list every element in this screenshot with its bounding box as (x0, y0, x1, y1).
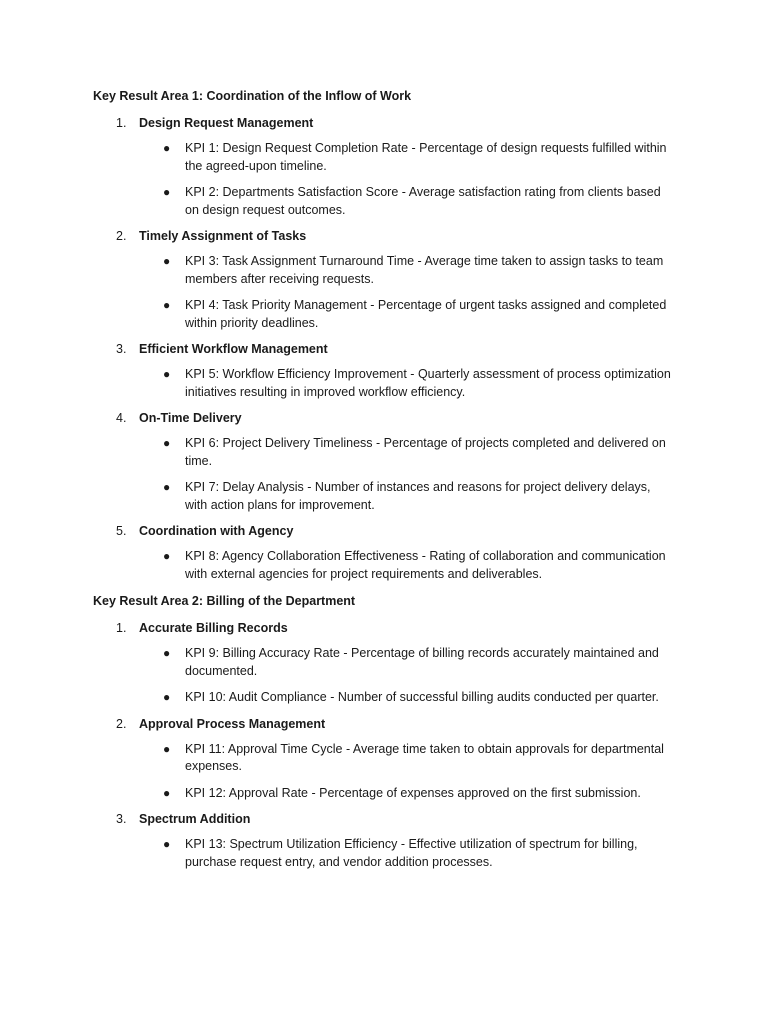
section-title: Design Request Management (139, 116, 314, 130)
kpi-text: KPI 1: Design Request Completion Rate - Percentage of design requests fulfilled within the agreed-upon timeline. (185, 141, 667, 173)
section-number: 2. (116, 229, 127, 243)
kpi-item (163, 184, 675, 219)
section-accurate-billing-records (0, 619, 768, 707)
kpi-text: KPI 9: Billing Accuracy Rate - Percentage of billing records accurately maintained and documented. (185, 646, 659, 678)
kpi-item (163, 297, 675, 332)
section-timely-assignment-of-tasks (0, 227, 768, 332)
kpi-text: KPI 7: Delay Analysis - Number of instances and reasons for project delivery delays, with action plans for improvement. (185, 480, 651, 512)
section-list (0, 114, 768, 583)
kpi-list (0, 140, 768, 219)
section-heading (116, 619, 768, 637)
section-heading (116, 340, 768, 358)
kpi-item (163, 741, 675, 776)
kpi-list (0, 548, 768, 583)
bullet-icon: ● (163, 785, 171, 800)
kpi-text: KPI 4: Task Priority Management - Percentage of urgent tasks assigned and completed within priority deadlines. (185, 298, 667, 330)
kpi-list (0, 741, 768, 803)
section-heading (116, 522, 768, 540)
section-number: 5. (116, 524, 127, 538)
section-title: Coordination with Agency (139, 524, 294, 538)
bullet-icon: ● (163, 480, 171, 494)
bullet-icon: ● (163, 646, 171, 660)
bullet-icon: ● (163, 837, 171, 851)
kpi-text: KPI 11: Approval Time Cycle - Average time taken to obtain approvals for departmental expenses. (185, 741, 664, 773)
kpi-item (163, 479, 675, 514)
bullet-icon: ● (163, 741, 171, 756)
section-on-time-delivery (0, 409, 768, 514)
key-result-area-1 (0, 87, 768, 583)
kpi-text: KPI 10: Audit Compliance - Number of successful billing audits conducted per quarter. (185, 690, 659, 704)
kpi-list (0, 435, 768, 514)
kpi-text: KPI 3: Task Assignment Turnaround Time - Average time taken to assign tasks to team members after receiving requests. (185, 254, 664, 286)
section-efficient-workflow-management (0, 340, 768, 401)
bullet-icon: ● (163, 254, 171, 268)
bullet-icon: ● (163, 298, 171, 312)
kpi-list (0, 645, 768, 707)
section-number: 2. (116, 716, 127, 731)
section-number: 1. (116, 116, 127, 130)
section-coordination-with-agency (0, 522, 768, 583)
bullet-icon: ● (163, 141, 171, 155)
section-heading (116, 114, 768, 132)
bullet-icon: ● (163, 436, 171, 450)
kpi-item (163, 366, 675, 401)
kpi-item (163, 140, 675, 175)
bullet-icon: ● (163, 690, 171, 704)
section-list (0, 619, 768, 871)
bullet-icon: ● (163, 367, 171, 381)
section-number: 3. (116, 812, 127, 826)
section-number: 1. (116, 621, 127, 635)
bullet-icon: ● (163, 185, 171, 199)
kpi-text: KPI 5: Workflow Efficiency Improvement - Quarterly assessment of process optimization initiatives resulting in improved workflow efficiency. (185, 367, 671, 399)
section-spectrum-addition (0, 810, 768, 871)
section-number: 4. (116, 411, 127, 425)
key-result-area-2 (0, 592, 768, 871)
section-title: Accurate Billing Records (139, 621, 288, 635)
section-title: Efficient Workflow Management (139, 342, 328, 356)
kpi-item (163, 836, 675, 871)
kpi-item (163, 689, 675, 707)
section-heading (116, 715, 768, 733)
kra-heading: Key Result Area 2: Billing of the Department (93, 594, 356, 608)
kpi-item (163, 548, 675, 583)
section-approval-process-management (0, 715, 768, 803)
kpi-list (0, 366, 768, 401)
bullet-icon: ● (163, 549, 171, 563)
section-title: Timely Assignment of Tasks (139, 229, 307, 243)
section-title: Spectrum Addition (139, 812, 251, 826)
kpi-item (163, 645, 675, 680)
section-heading (116, 810, 768, 828)
kra-heading: Key Result Area 1: Coordination of the Inflow of Work (93, 89, 412, 103)
section-heading (116, 409, 768, 427)
kpi-list (0, 836, 768, 871)
section-heading (116, 227, 768, 245)
section-title: Approval Process Management (139, 716, 326, 731)
kpi-item (163, 785, 675, 803)
kpi-item (163, 435, 675, 470)
kpi-text: KPI 2: Departments Satisfaction Score - Average satisfaction rating from clients based on design request outcomes. (185, 185, 661, 217)
section-title: On-Time Delivery (139, 411, 242, 425)
section-number: 3. (116, 342, 127, 356)
section-design-request-management (0, 114, 768, 219)
kpi-item (163, 253, 675, 288)
kpi-text: KPI 12: Approval Rate - Percentage of expenses approved on the first submission. (185, 785, 641, 800)
kpi-text: KPI 13: Spectrum Utilization Efficiency - Effective utilization of spectrum for billing, purchase request entry, and vendor addition processes. (185, 837, 638, 869)
kpi-text: KPI 6: Project Delivery Timeliness - Percentage of projects completed and delivered on time. (185, 436, 666, 468)
kpi-text: KPI 8: Agency Collaboration Effectiveness - Rating of collaboration and communication with external agencies for project requirements and deliverables. (185, 549, 666, 581)
kpi-list (0, 253, 768, 332)
